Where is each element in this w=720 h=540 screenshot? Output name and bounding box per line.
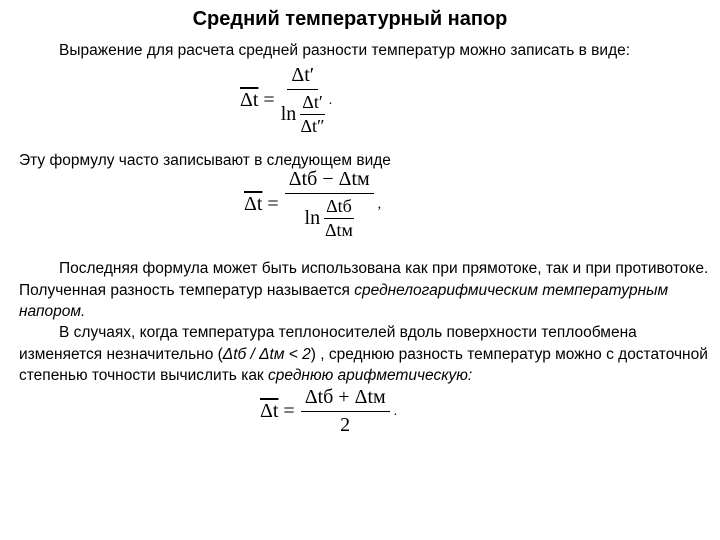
formula-denominator: ln $\frac{\Delta t'}{\Delta t''}$ — [280, 92, 325, 136]
formula-lhs: $\overline{\Delta t}$ = — [240, 89, 275, 111]
arith-mean-paragraph: В случаях, когда температура теплоносителей вдоль поверхности теплообмена изменяется незначительно (Δtб / Δtм < 2) , среднюю разность температур можно с достаточной степенью точности вычислить как среднюю арифметическую: — [19, 324, 708, 384]
formula-lhs: $\overline{\Delta t}$ = — [244, 193, 279, 215]
formula-fraction — [285, 168, 374, 241]
page-title: Средний температурный напор — [192, 8, 508, 30]
formula-numerator: Δt′ — [287, 64, 318, 90]
formula-numerator: Δtб + Δtм — [301, 386, 390, 412]
formula-denominator: 2 — [340, 414, 351, 436]
formula-numerator: Δtб − Δtм — [285, 168, 374, 194]
second-paragraph: Эту формулу часто записывают в следующем виде — [19, 152, 391, 169]
formula-log-mean: $\overline{\Delta t}$ = Δtб − Δtм ln $\frac{\text{Δtб}}{\text{Δtм}}$ , — [244, 168, 382, 240]
formula-arith-mean: $\overline{\Delta t}$ = $\frac{\text{Δtб + Δtм}}{2}$ . — [260, 386, 398, 436]
formula-lhs: $\overline{\Delta t}$ = — [260, 400, 295, 422]
formula-denominator: ln $\frac{\text{Δtб}}{\text{Δtм}}$ — [304, 196, 353, 240]
formula-mean-diff: $\overline{\Delta t}$ = Δt′ ln $\frac{\Delta t'}{\Delta t''}$ . — [240, 64, 333, 136]
formula-fraction — [301, 386, 390, 437]
formula-fraction — [281, 64, 325, 137]
intro-paragraph: Выражение для расчета средней разности температур можно записать в виде: — [59, 42, 631, 59]
log-mean-paragraph: Последняя формула может быть использована как при прямотоке, так и при противотоке. Полученная разность температур называется среднелогарифмическим температурным напором. — [19, 260, 709, 320]
